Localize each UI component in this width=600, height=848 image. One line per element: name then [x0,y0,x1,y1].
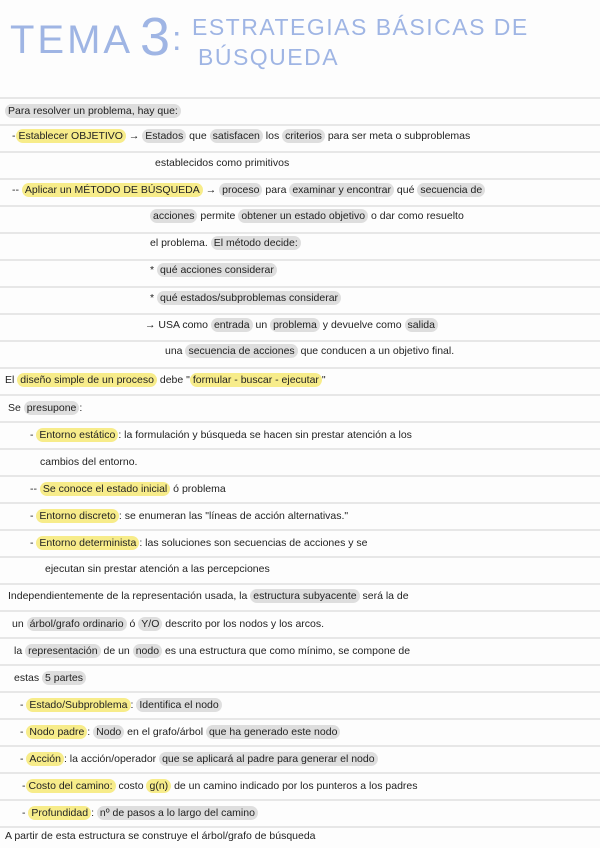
note-text: : la formulación y búsqueda se hacen sin prestar atención a los [118,429,412,441]
note-text: el problema. [150,237,211,249]
note-text: establecidos como primitivos [155,157,290,169]
note-line [150,235,301,251]
highlight-yellow: Entorno determinista [36,536,139,550]
note-text: : [130,699,137,711]
highlight-grey: árbol/grafo ordinario [27,617,127,631]
note-line [165,343,454,359]
note-line [14,670,86,686]
note-line [8,400,82,416]
rule-line [0,178,600,180]
note-text: y devuelve como [319,319,405,331]
note-line [30,427,412,443]
note-text: para [262,184,290,196]
note-line [12,616,324,632]
note-text: qué [393,184,418,196]
note-text: → [202,184,220,196]
rule-line [0,259,600,261]
note-text: - [20,726,27,738]
note-text: ó problema [170,483,226,495]
highlight-grey: Estados [142,129,186,143]
highlight-grey: presupone [24,401,80,415]
rule-line [0,394,600,396]
note-text: - [30,429,37,441]
rule-line [0,637,600,639]
rule-line [0,124,600,126]
highlight-grey: que se aplicará al padre para generar el nodo [159,752,377,766]
highlight-yellow: diseño simple de un proceso [17,373,157,387]
note-text: de un camino indicado por los punteros a los padres [171,780,418,792]
note-line [12,182,485,198]
highlight-yellow: Acción [26,752,64,766]
note-line [5,828,316,844]
highlight-yellow: Establecer OBJETIVO [16,129,126,143]
note-line [30,508,348,524]
note-text: Se [8,402,24,414]
highlight-yellow: formular - buscar - ejecutar [190,373,322,387]
rule-line [0,340,600,342]
note-text: descrito por los nodos y los arcos. [162,618,325,630]
title-line-2: BÚSQUEDA [198,44,340,70]
note-text: - [22,780,26,792]
rule-line [0,718,600,720]
rule-line [0,421,600,423]
note-text: un [12,618,27,630]
rule-line [0,664,600,666]
highlight-grey: entrada [211,318,253,332]
highlight-grey: qué acciones considerar [157,263,277,277]
note-text: - [20,699,27,711]
rule-line [0,286,600,288]
highlight-yellow: Se conoce el estado inicial [40,482,170,496]
highlight-grey: acciones [150,209,197,223]
highlight-yellow: Estado/Subproblema [26,698,130,712]
title-line-1: ESTRATEGIAS BÁSICAS DE [192,14,529,40]
title-tema: TEMA [10,18,134,62]
highlight-grey: salida [405,318,438,332]
highlight-yellow: Entorno estático [36,428,118,442]
rule-line [0,97,600,99]
highlight-grey: Nodo [93,725,124,739]
note-line [12,128,470,144]
note-line [155,155,289,171]
note-text: - [30,510,37,522]
note-line [20,724,340,740]
note-text: - [30,537,37,549]
note-text: o dar como resuelto [368,210,464,222]
highlight-grey: 5 partes [42,671,86,685]
note-text: : [87,726,94,738]
note-text: costo [115,780,147,792]
highlight-grey: secuencia de [417,183,485,197]
note-text: -- [30,483,40,495]
highlight-yellow: Costo del camino: [26,779,116,793]
highlight-yellow: Aplicar un MÉTODO DE BÚSQUEDA [22,183,203,197]
rule-line [0,691,600,693]
rule-line [0,610,600,612]
note-line [145,317,438,333]
rule-line [0,772,600,774]
note-text: - [20,753,27,765]
note-line [5,372,326,388]
note-text: debe " [156,374,190,386]
rule-line [0,745,600,747]
note-text: que conducen a un objetivo final. [297,345,455,357]
highlight-grey: nº de pasos a lo largo del camino [97,806,258,820]
note-line [150,290,341,306]
rule-line [0,529,600,531]
rule-line [0,367,600,369]
note-line [22,805,258,821]
note-text: los [262,130,283,142]
rule-line [0,502,600,504]
note-text: : [91,807,97,819]
note-text: → USA como [145,319,211,331]
highlight-grey: obtener un estado objetivo [238,209,368,223]
note-line [30,481,226,497]
rule-line [0,205,600,207]
note-line [40,454,137,470]
note-line [150,208,464,224]
note-text: será la de [359,590,409,602]
note-line [20,697,222,713]
note-text: ejecutan sin prestar atención a las percepciones [45,563,270,575]
rule-line [0,583,600,585]
note-text: -- [12,184,22,196]
note-text: que [186,130,210,142]
note-line [45,561,270,577]
note-line [14,643,410,659]
note-line [5,103,181,119]
note-text: para ser meta o subproblemas [324,130,471,142]
note-text: Independientemente de la representación usada, la [8,590,251,602]
note-text: estas [14,672,43,684]
highlight-grey: representación [25,644,100,658]
rule-line [0,151,600,153]
note-text: ó [126,618,139,630]
rule-line [0,556,600,558]
note-line [22,778,418,794]
highlight-grey: problema [270,318,320,332]
note-text: * [150,264,158,276]
highlight-yellow: Profundidad [28,806,91,820]
highlight-grey: qué estados/subproblemas considerar [157,291,341,305]
highlight-grey: El método decide: [211,236,301,250]
highlight-grey: Identifica el nodo [136,698,221,712]
title-number: 3 [140,7,171,67]
note-text: en el grafo/árbol [124,726,206,738]
highlight-grey: estructura subyacente [250,589,359,603]
note-text: - [12,130,16,142]
note-text: la [14,645,26,657]
note-line [8,588,409,604]
rule-line [0,475,600,477]
note-line [20,751,378,767]
highlight-grey: que ha generado este nodo [206,725,340,739]
highlight-yellow: Entorno discreto [36,509,118,523]
note-text: cambios del entorno. [40,456,138,468]
highlight-yellow: g(n) [146,779,171,793]
title-colon: : [172,20,182,58]
highlight-grey: secuencia de acciones [185,344,297,358]
note-text: un [252,319,271,331]
highlight-grey: proceso [219,183,262,197]
note-text: - [22,807,29,819]
note-text: : la acción/operador [63,753,160,765]
note-text: * [150,292,158,304]
rule-line [0,799,600,801]
note-text: : las soluciones son secuencias de acciones y se [139,537,368,549]
note-text: una [165,345,186,357]
highlight-grey: nodo [133,644,162,658]
highlight-grey: criterios [282,129,325,143]
note-line [30,535,368,551]
highlight-yellow: Nodo padre [26,725,87,739]
rule-line [0,448,600,450]
note-text: de un [100,645,133,657]
rule-line [0,313,600,315]
note-text: → [125,130,143,142]
highlight-grey: Y/O [138,617,162,631]
rule-line [0,232,600,234]
note-text: permite [197,210,239,222]
highlight-grey: Para resolver un problema, hay que: [5,104,181,118]
note-text: : se enumeran las "líneas de acción alternativas." [118,510,349,522]
note-line [150,262,277,278]
note-text: " [321,374,326,386]
highlight-grey: satisfacen [210,129,263,143]
note-text: El [5,374,18,386]
note-text: es una estructura que como mínimo, se compone de [162,645,411,657]
note-text: A partir de esta estructura se construye el árbol/grafo de búsqueda [5,830,316,842]
note-text: : [79,402,83,414]
highlight-grey: examinar y encontrar [289,183,394,197]
